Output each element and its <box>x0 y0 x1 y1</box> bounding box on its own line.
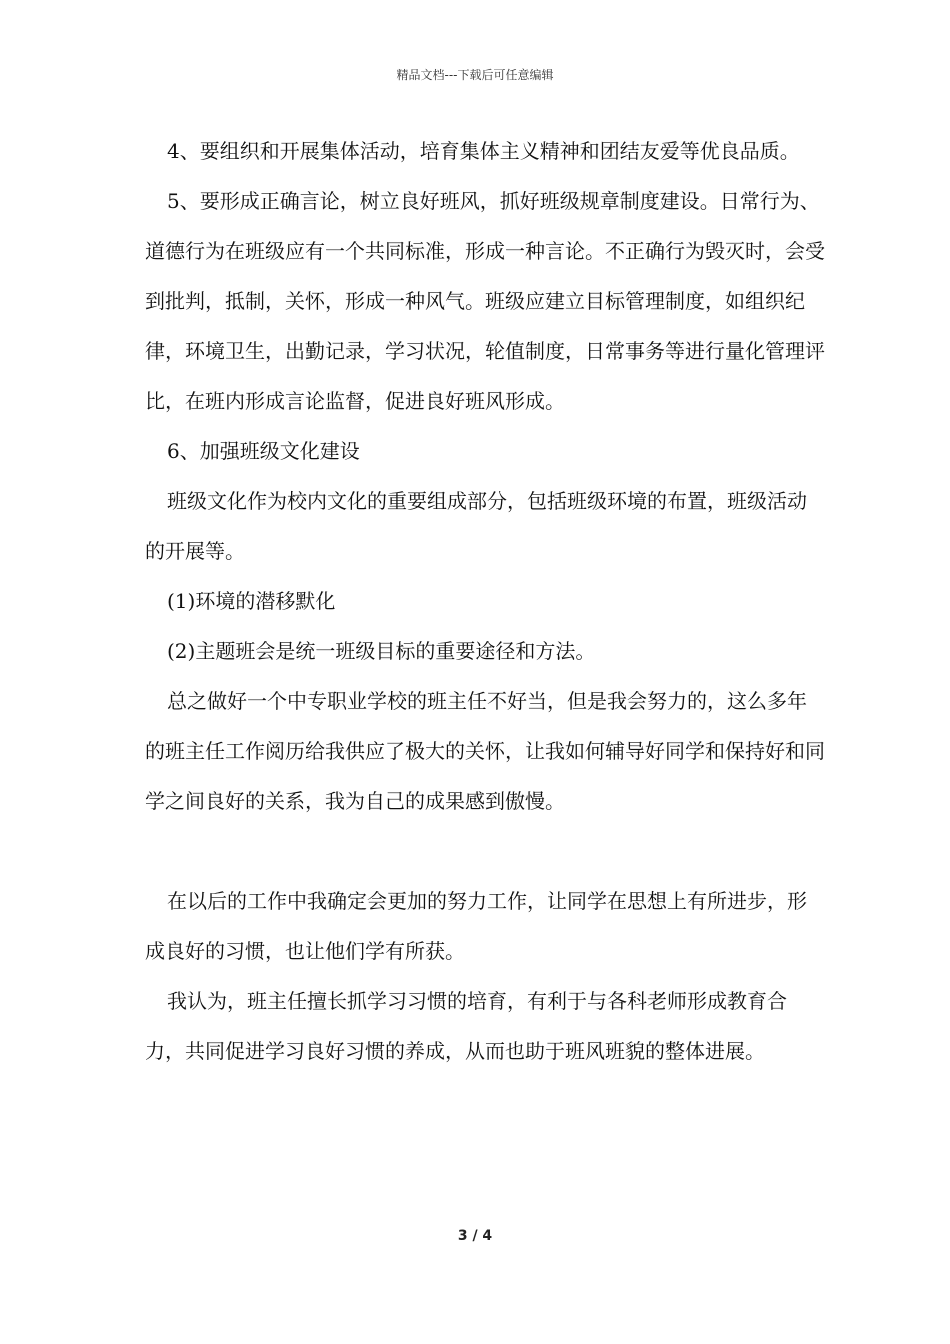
paragraph-class-culture: 班级文化作为校内文化的重要组成部分，包括班级环境的布置，班级活动的开展等。 <box>145 489 807 563</box>
paragraph-sub-2: (2)主题班会是统一班级目标的重要途径和方法。 <box>167 639 596 663</box>
paragraph-item-6-heading: 6、加强班级文化建设 <box>167 439 360 463</box>
page-number: 3 / 4 <box>457 1228 493 1244</box>
paragraph-sub-1: (1)环境的潜移默化 <box>167 589 336 613</box>
page-header: 精品文档---下载后可任意编辑 <box>396 68 554 82</box>
paragraph-spacer <box>145 826 825 876</box>
paragraph-item-5: 5、要形成正确言论，树立良好班风，抓好班级规章制度建设。日常行为、道德行为在班级应有一个共同标准，形成一种言论。不正确行为毁灭时，会受到批判，抵制，关怀，形成一种风气。班级应建立目标管理制度，如组织纪律，环境卫生，出勤记录，学习状况，轮值制度，日常事务等进行量化管理评比，在班内形成言论监督，促进良好班风形成。 <box>145 189 825 413</box>
document-body <box>145 126 825 1076</box>
paragraph-item-4: 4、要组织和开展集体活动，培育集体主义精神和团结友爱等优良品质。 <box>167 139 800 163</box>
paragraph-summary: 总之做好一个中专职业学校的班主任不好当，但是我会努力的，这么多年的班主任工作阅历给我供应了极大的关怀，让我如何辅导好同学和保持好和同学之间良好的关系，我为自己的成果感到傲慢。 <box>145 689 825 813</box>
paragraph-conclusion: 我认为，班主任擅长抓学习习惯的培育，有利于与各科老师形成教育合力，共同促进学习良好习惯的养成，从而也助于班风班貌的整体进展。 <box>145 989 787 1063</box>
paragraph-future-work: 在以后的工作中我确定会更加的努力工作，让同学在思想上有所进步，形成良好的习惯，也让他们学有所获。 <box>145 889 807 963</box>
